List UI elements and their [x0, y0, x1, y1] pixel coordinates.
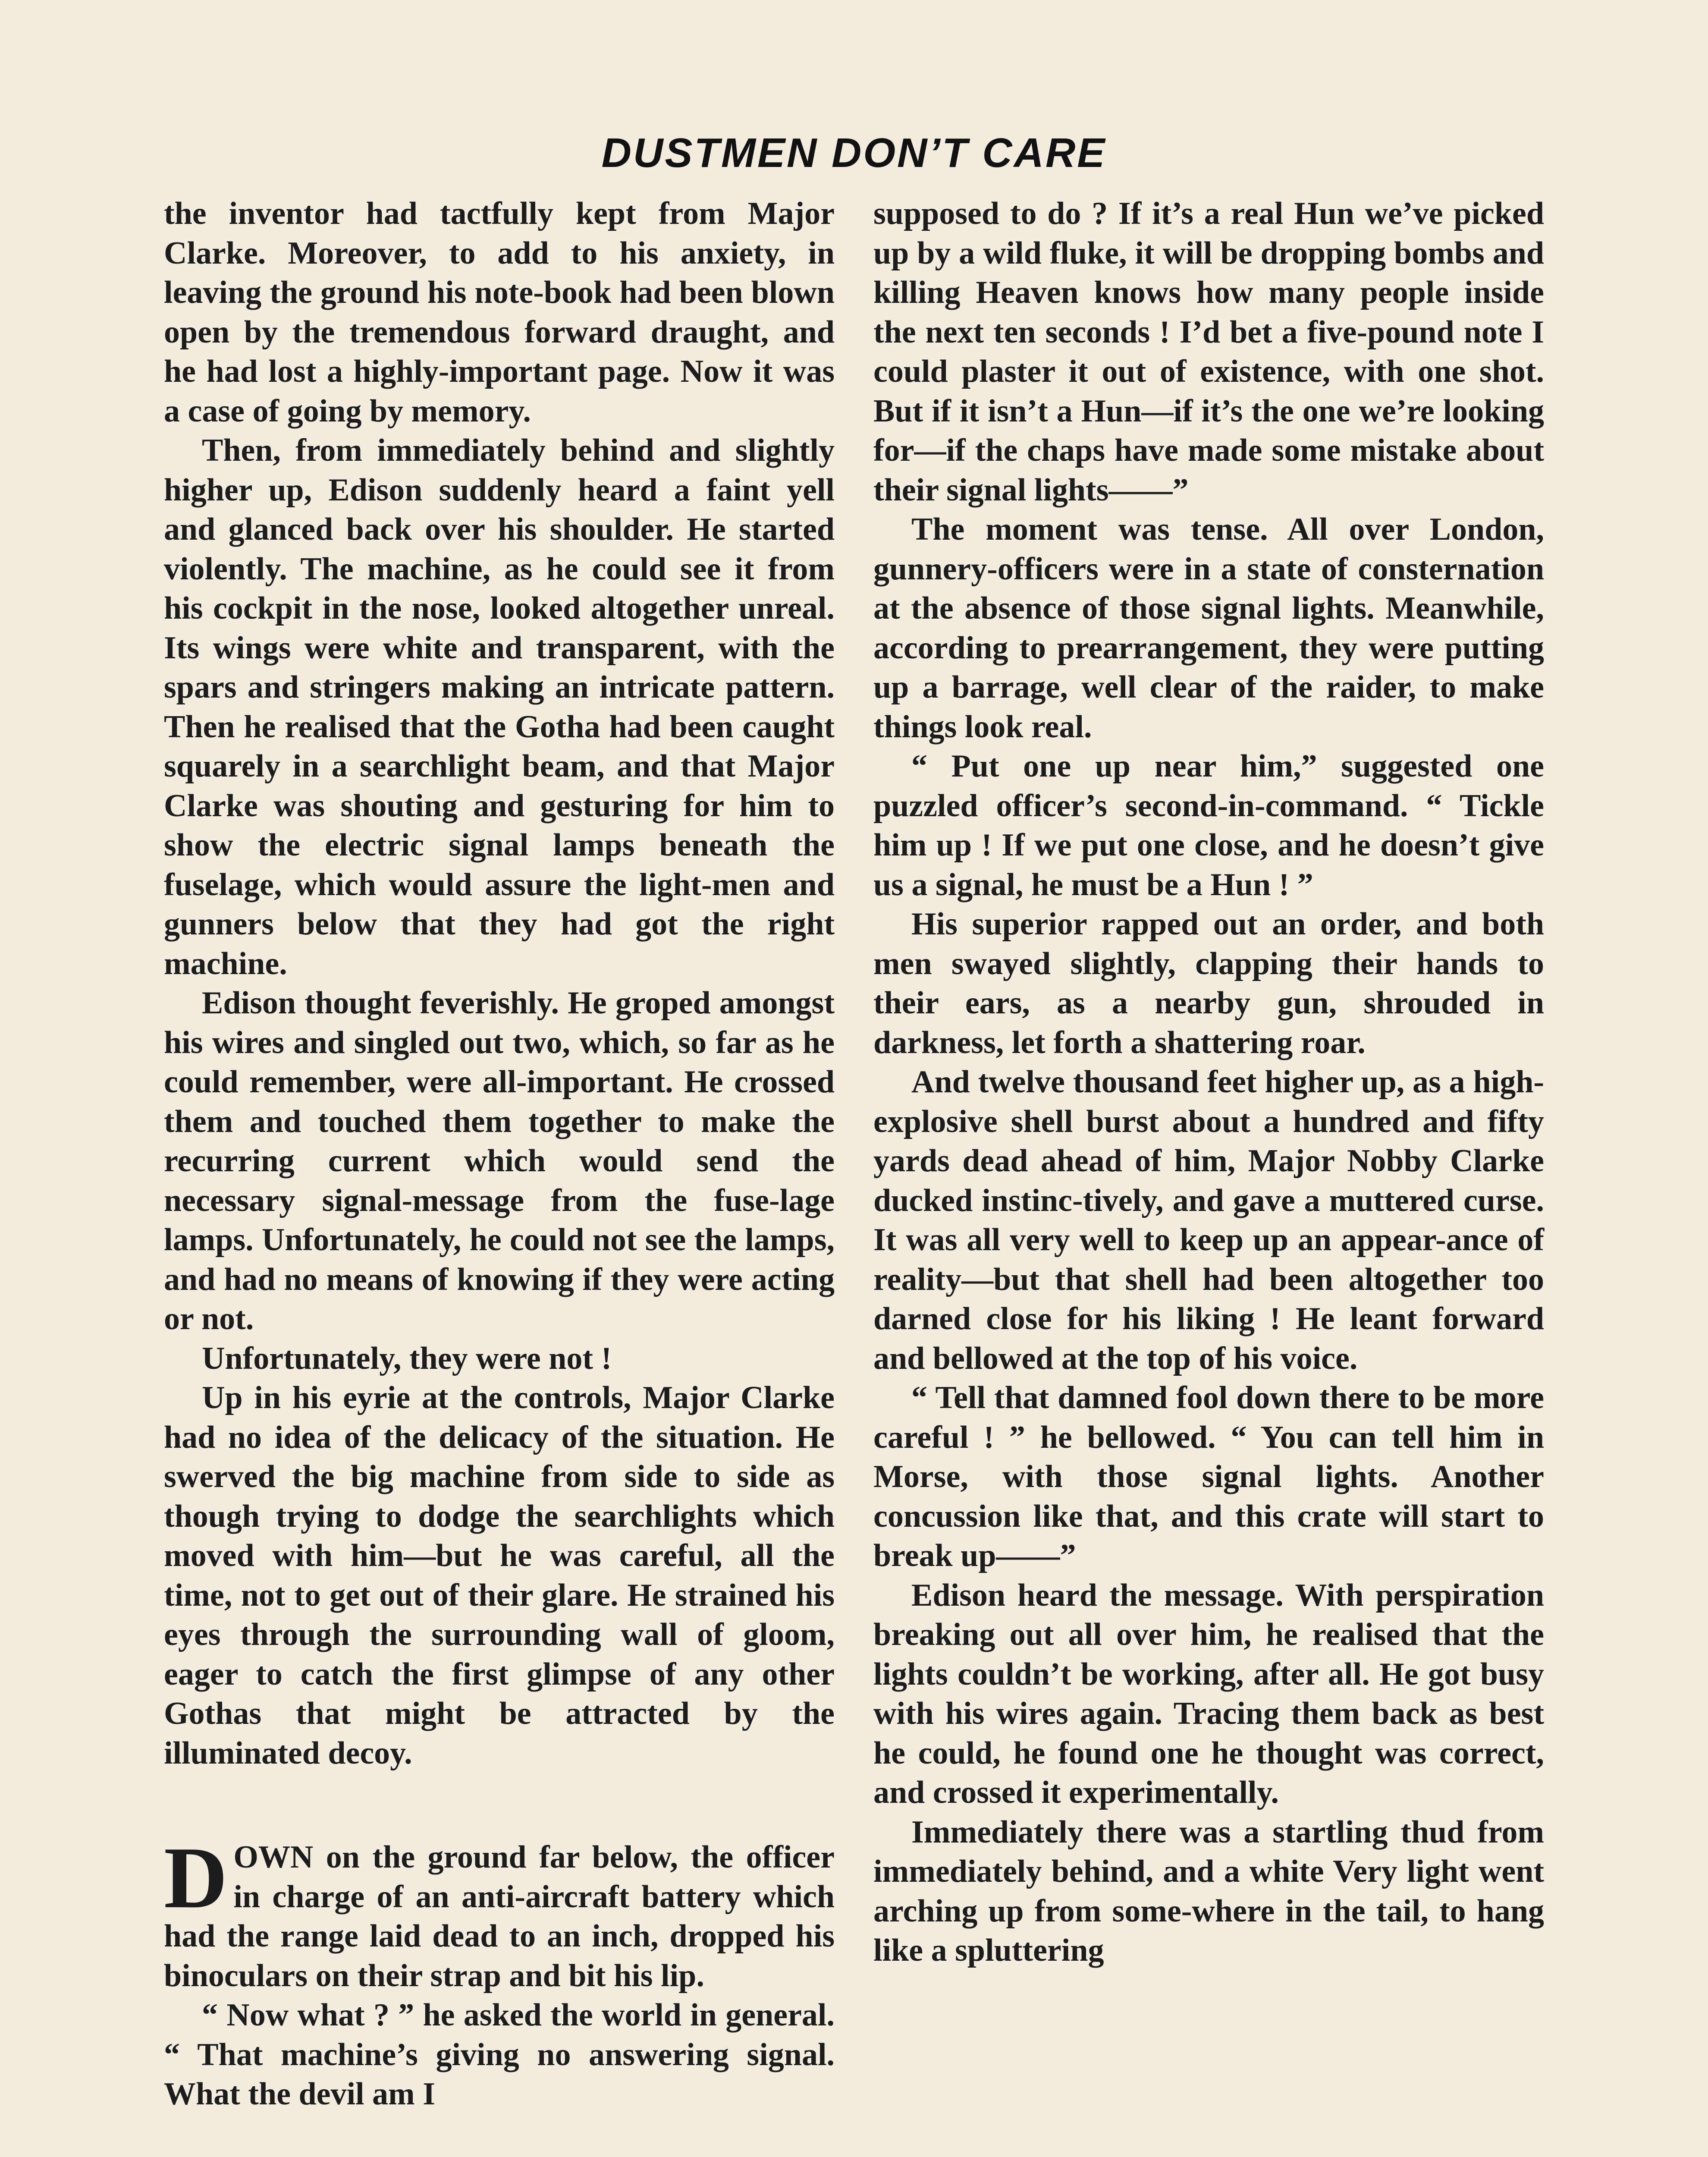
right-paragraph-7: Edison heard the message. With perspiration breaking out all over him, he realised that the lights couldn’t be working, after all. He got busy with his wires again. Tracing them back as best he could, he found one he thought was correct, and crossed it experimentally.: [873, 1577, 1544, 1810]
right-column: [873, 194, 1544, 1971]
left-paragraph-6-text: OWN on the ground far below, the officer in charge of an anti-aircraft battery which had the range laid dead to an inch, dropped his binoculars on their strap and bit his lip.: [164, 1839, 835, 1993]
running-header-title: DUSTMEN DON’T CARE: [601, 130, 1107, 176]
left-paragraph-7: “ Now what ? ” he asked the world in general. “ That machine’s giving no answering signal. What the devil am I: [164, 1997, 835, 2112]
right-paragraph-2: The moment was tense. All over London, gunnery-officers were in a state of consternation at the absence of those signal lights. Meanwhile, according to prearrangement, they were putting up a barrage, well clear of the raider, to make things look real.: [873, 512, 1544, 745]
right-paragraph-3: “ Put one up near him,” suggested one puzzled officer’s second-in-command. “ Tickle him up ! If we put one close, and he doesn’t give us a signal, he must be a Hun ! ”: [873, 748, 1544, 902]
right-paragraph-5: And twelve thousand feet higher up, as a high-explosive shell burst about a hundred and fifty yards dead ahead of him, Major Nobby Clarke ducked instinc-tively, and gave a muttered curse. It was all very well to keep up an appear-ance of reality—but that shell had been altogether too darned close for his liking ! He leant forward and bellowed at the top of his voice.: [873, 1064, 1544, 1376]
left-column: [164, 194, 835, 2114]
left-paragraph-5: Up in his eyrie at the controls, Major Clarke had no idea of the delicacy of the situation. He swerved the big machine from side to side as though trying to dodge the searchlights which moved with him—but he was careful, all the time, not to get out of their glare. He strained his eyes through the surrounding wall of gloom, eager to catch the first glimpse of any other Gothas that might be attracted by the illuminated decoy.: [164, 1380, 835, 1771]
right-paragraph-8: Immediately there was a startling thud from immediately behind, and a white Very light went arching up from some-where in the tail, to hang like a spluttering: [873, 1814, 1544, 1968]
drop-cap: D: [164, 1829, 228, 1927]
left-paragraph-1: the inventor had tactfully kept from Major Clarke. Moreover, to add to his anxiety, in leaving the ground his note-book had been blown open by the tremendous forward draught, and he had lost a highly-important page. Now it was a case of going by memory.: [164, 196, 835, 429]
left-paragraph-6: [164, 1829, 835, 1996]
right-paragraph-4: His superior rapped out an order, and both men swayed slightly, clapping their hands to their ears, as a nearby gun, shrouded in darkness, let forth a shattering roar.: [873, 906, 1544, 1060]
left-paragraph-2: Then, from immediately behind and slightly higher up, Edison suddenly heard a faint yell and glanced back over his shoulder. He started violently. The machine, as he could see it from his cockpit in the nose, looked altogether unreal. Its wings were white and transparent, with the spars and stringers making an intricate pattern. Then he realised that the Gotha had been caught squarely in a searchlight beam, and that Major Clarke was shouting and gesturing for him to show the electric signal lamps beneath the fuselage, which would assure the light-men and gunners below that they had got the right machine.: [164, 433, 835, 981]
right-paragraph-1: supposed to do ? If it’s a real Hun we’ve picked up by a wild fluke, it will be dropping bombs and killing Heaven knows how many people inside the next ten seconds ! I’d bet a five-pound note I could plaster it out of existence, with one shot. But if it isn’t a Hun—if it’s the one we’re looking for—if the chaps have made some mistake about their signal lights——”: [873, 196, 1544, 508]
right-paragraph-6: “ Tell that damned fool down there to be more careful ! ” he bellowed. “ You can tell him in Morse, with those signal lights. Another concussion like that, and this crate will start to break up——”: [873, 1380, 1544, 1573]
left-paragraph-4: Unfortunately, they were not !: [202, 1340, 612, 1376]
left-paragraph-3: Edison thought feverishly. He groped amongst his wires and singled out two, which, so far as he could remember, were all-important. He crossed them and touched them together to make the recurring current which would send the necessary signal-message from the fuse-lage lamps. Unfortunately, he could not see the lamps, and had no means of knowing if they were acting or not.: [164, 985, 835, 1336]
